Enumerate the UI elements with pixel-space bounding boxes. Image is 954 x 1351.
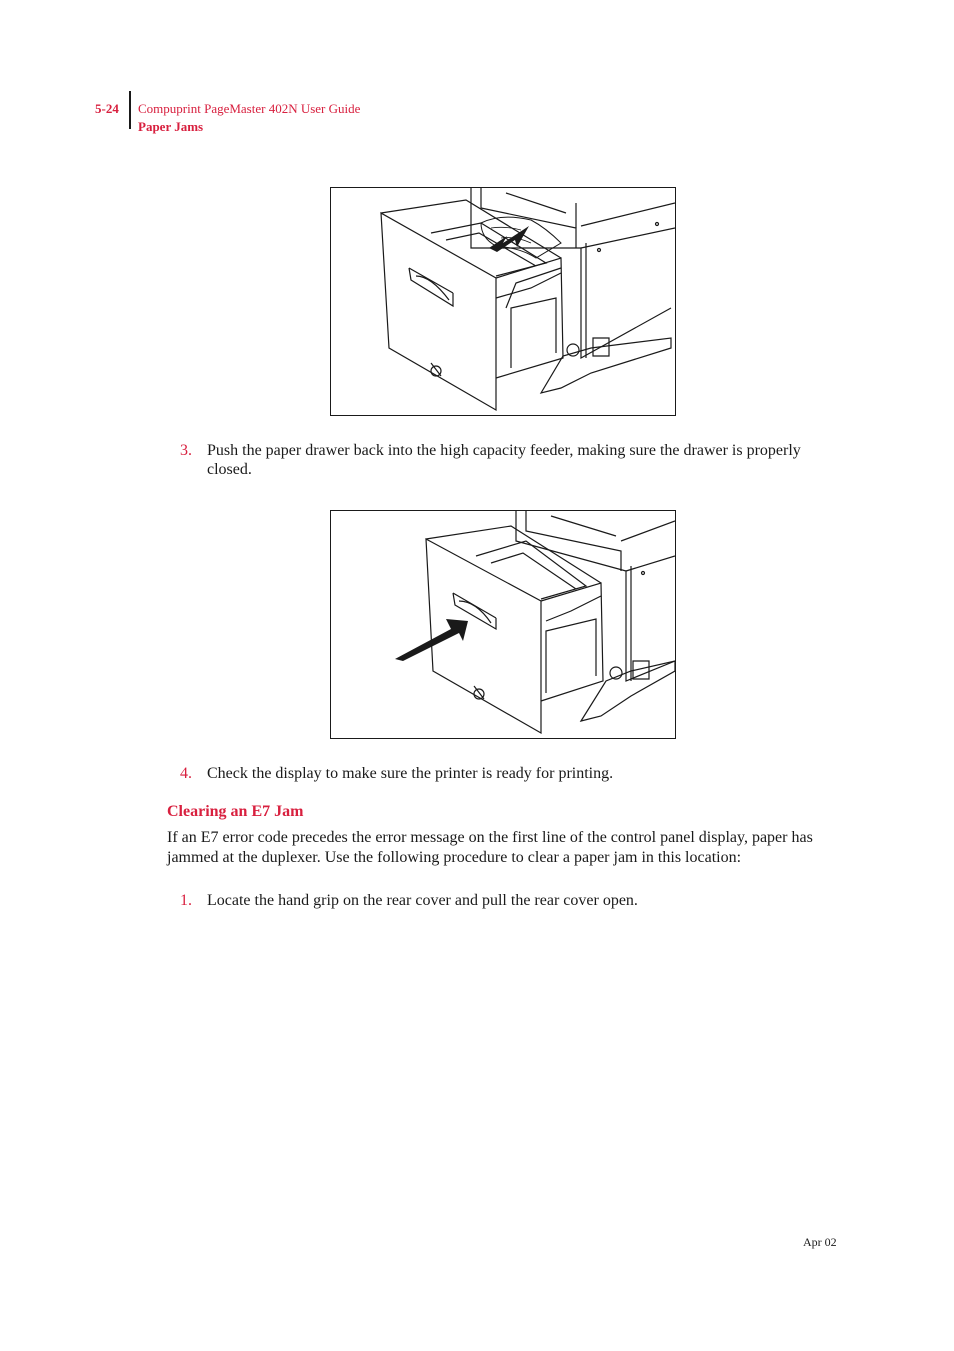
figure-close-drawer bbox=[330, 510, 676, 739]
step-number: 4. bbox=[180, 765, 192, 782]
step-number: 1. bbox=[180, 892, 192, 909]
footer-date: Apr 02 bbox=[803, 1235, 837, 1249]
step-number: 3. bbox=[180, 442, 192, 459]
step-text: Check the display to make sure the printer is ready for printing. bbox=[207, 765, 614, 782]
step-text: Locate the hand grip on the rear cover and pull the rear cover open. bbox=[207, 892, 638, 909]
step-text: Push the paper drawer back into the high capacity feeder, making sure the drawer is properly closed. bbox=[207, 442, 801, 478]
guide-title: Compuprint PageMaster 402N User Guide bbox=[138, 101, 361, 116]
section-paragraph: If an E7 error code precedes the error message on the first line of the control panel display, paper has jammed at the duplexer. Use the following procedure to clear a paper jam in this location: bbox=[167, 829, 813, 866]
page-number: 5-24 bbox=[95, 101, 119, 116]
section-title: Paper Jams bbox=[138, 119, 204, 134]
step-4 bbox=[180, 764, 840, 783]
step-1 bbox=[180, 891, 840, 910]
section-heading: Clearing an E7 Jam bbox=[167, 803, 304, 820]
step-3 bbox=[180, 441, 840, 479]
header-divider bbox=[129, 91, 131, 129]
figure-remove-jammed-paper bbox=[330, 187, 676, 416]
